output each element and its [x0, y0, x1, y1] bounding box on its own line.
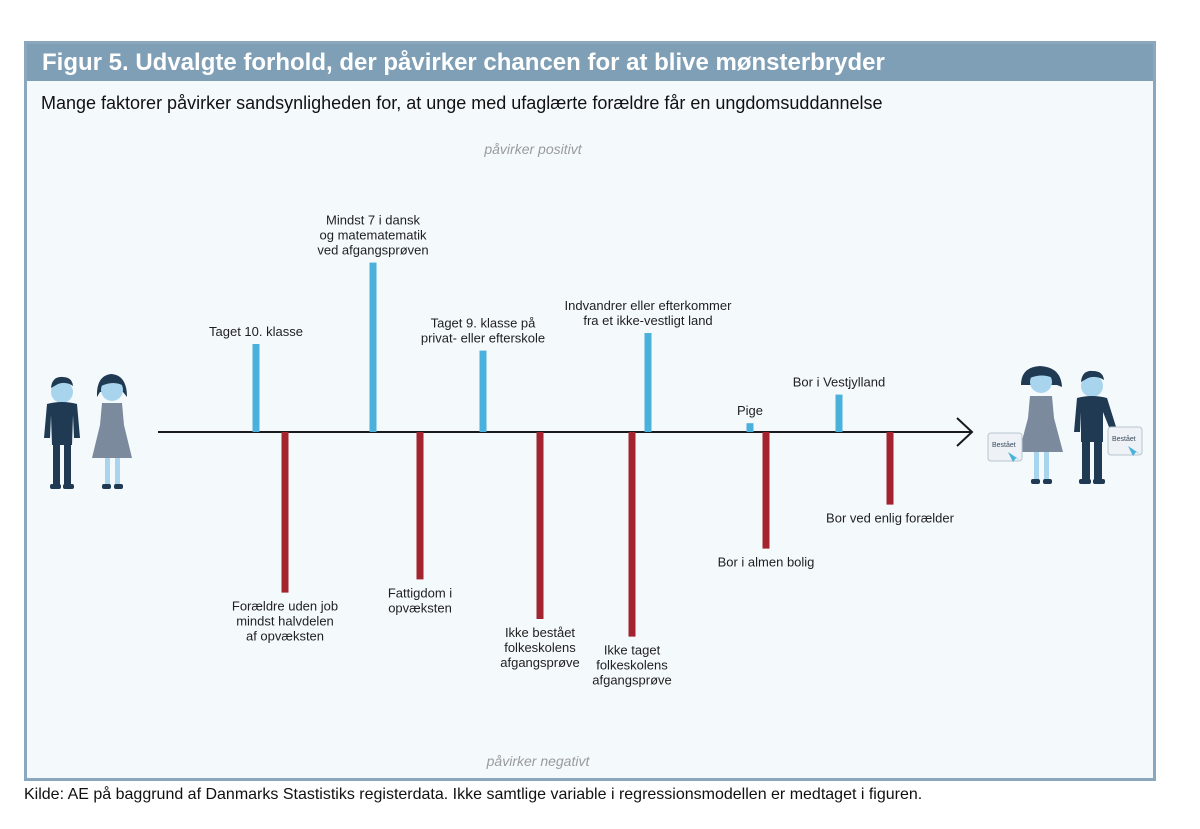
bar-1: [253, 344, 260, 432]
bar-label-2-line-3: af opvæksten: [245, 628, 325, 644]
bar-label-12-line-1: Bor ved enlig forælder: [826, 510, 954, 526]
bar-label-5-line-1: Taget 9. klasse på: [430, 315, 536, 331]
bar-label-11: [793, 375, 886, 390]
bar-label-1-line-1: Taget 10. klasse: [209, 324, 303, 339]
bar-9: [747, 423, 754, 432]
axis-caption-negative: påvirker negativt: [486, 753, 590, 769]
girl-figure-left: [92, 374, 132, 489]
bar-11: [836, 395, 843, 432]
bar-label-3-line-3: ved afgangsprøven: [317, 242, 429, 258]
bar-12: [887, 432, 894, 505]
bar-label-8: [565, 298, 733, 328]
bar-label-9-line-1: Pige: [736, 403, 764, 419]
bar-5: [480, 351, 487, 432]
figure-title: Figur 5. Udvalgte forhold, der påvirker chancen for at blive mønsterbryder: [42, 49, 885, 76]
axis-caption-positive: påvirker positivt: [484, 141, 582, 157]
bar-10: [763, 432, 770, 549]
bar-label-10-line-1: Bor i almen bolig: [717, 554, 815, 570]
bar-label-2: [232, 599, 338, 644]
bar-label-6-line-3: afgangsprøve: [500, 655, 580, 670]
bar-4: [417, 432, 424, 579]
bar-label-3: [317, 213, 428, 258]
bar-label-3-line-1: Mindst 7 i dansk: [326, 212, 420, 228]
bar-label-6: [500, 625, 580, 670]
bar-label-2-line-1: Forældre uden job: [231, 598, 339, 614]
bar-label-12: [826, 511, 955, 526]
bar-label-3-line-2: og matematematik: [319, 227, 427, 243]
bar-label-2-line-2: mindst halvdelen: [236, 613, 334, 629]
bar-label-5-line-2: privat- eller efterskole: [420, 330, 546, 346]
bar-label-8-line-1: Indvandrer eller efterkommer: [564, 298, 732, 313]
bar-label-group: [209, 213, 955, 688]
bar-label-10: [718, 555, 815, 570]
source-note: Kilde: AE på baggrund af Danmarks Stastistiks registerdata. Ikke samtlige variable i regressionsmodellen er medtaget i figuren.: [24, 786, 923, 803]
bar-label-4: [388, 585, 452, 615]
bar-label-5: [421, 316, 545, 346]
boy-figure-left: [44, 377, 80, 489]
diploma-text-left: Bestået: [992, 442, 1016, 449]
girl-figure-right: [988, 366, 1063, 484]
young-people-icon: [44, 374, 132, 489]
bar-label-1: [209, 324, 303, 339]
bar-label-11-line-1: Bor i Vestjylland: [792, 374, 886, 390]
bar-8: [645, 333, 652, 432]
diploma-text-right: Bestået: [1112, 436, 1136, 443]
bar-group: [253, 263, 894, 637]
boy-figure-right: [1074, 371, 1142, 484]
bar-label-6-line-1: Ikke bestået: [504, 625, 576, 640]
bar-label-7-line-3: afgangsprøve: [592, 672, 672, 688]
bar-label-6-line-2: folkeskolens: [504, 640, 576, 655]
figure-subtitle: Mange faktorer påvirker sandsynligheden for, at unge med ufaglærte forældre får en ungdomsuddannelse: [41, 93, 883, 113]
graduated-people-icon: [988, 366, 1142, 484]
bar-7: [629, 432, 636, 637]
bar-label-7: [592, 643, 672, 688]
bar-label-8-line-2: fra et ikke-vestligt land: [583, 313, 713, 328]
bar-6: [537, 432, 544, 619]
bar-2: [282, 432, 289, 593]
bar-label-7-line-2: folkeskolens: [596, 657, 668, 673]
bar-3: [370, 263, 377, 432]
bar-label-4-line-1: Fattigdom i: [387, 585, 453, 601]
bar-label-4-line-2: opvæksten: [388, 600, 452, 616]
bar-label-9: [737, 403, 763, 418]
bar-label-7-line-1: Ikke taget: [603, 642, 661, 658]
